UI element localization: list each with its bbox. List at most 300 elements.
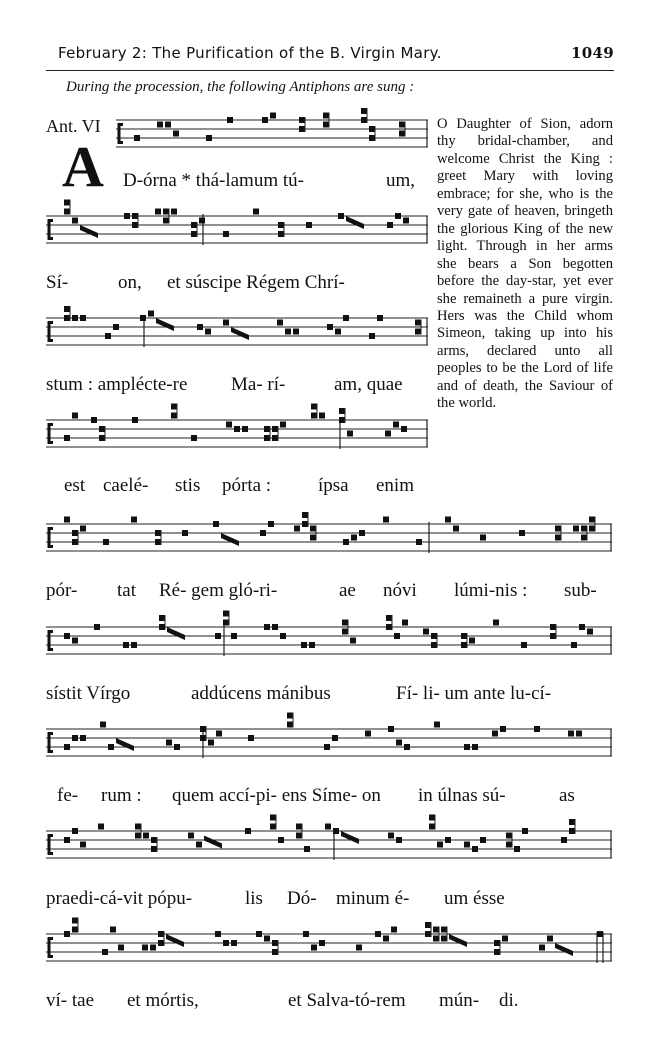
neume-note: [534, 726, 540, 732]
neume-note: [268, 521, 274, 527]
neume-note: [569, 819, 575, 825]
neume-note: [64, 435, 70, 441]
neume-note: [369, 333, 375, 339]
neume-note: [264, 624, 270, 630]
neume-note: [223, 611, 229, 617]
neume-note: [200, 735, 206, 741]
neume-note: [277, 320, 283, 326]
lyric-syllable: ípsa: [318, 475, 349, 496]
neume-note: [72, 927, 78, 933]
neume-note: [159, 624, 165, 630]
neume-note: [270, 815, 276, 821]
neume-note: [492, 731, 498, 737]
neume-note: [196, 842, 202, 848]
chant-staff: [46, 922, 612, 975]
neume-note: [441, 936, 447, 942]
neume-note: [342, 620, 348, 626]
neume-note: [319, 940, 325, 946]
neume-note: [163, 209, 169, 215]
lyric-syllable: Ma- rí-: [231, 374, 286, 395]
neume-note: [445, 837, 451, 843]
neume-note: [132, 222, 138, 228]
neume-note: [103, 539, 109, 545]
neume-note: [223, 940, 229, 946]
chant-staff: [46, 408, 428, 461]
neume-note: [264, 426, 270, 432]
neume-note: [469, 638, 475, 644]
neume-note: [278, 837, 284, 843]
neume-note: [437, 842, 443, 848]
neume-note: [64, 306, 70, 312]
neume-note: [99, 426, 105, 432]
neume-note: [395, 213, 401, 219]
lyric-syllable: lúmi-nis :: [454, 580, 528, 601]
neume-note: [278, 231, 284, 237]
neume-note: [396, 740, 402, 746]
c-clef: [119, 125, 123, 143]
neume-note: [369, 135, 375, 141]
neume-note: [472, 744, 478, 750]
lyric-syllable: Dó-: [287, 888, 317, 909]
neume-note: [423, 629, 429, 635]
neume-note: [242, 426, 248, 432]
english-translation: O Daughter of Sion, adorn thy bridal-chamber, and welcome Christ the King : greet Mary with loving embrace; for she, who is the very gate of heaven, bringeth the glorious King of the new light. Through in her arms she bears a Son begotten before the day-star, yet ever she remaineth a pure virgin. Hers was the Child whom Simeon, taking up into his arms, declared unto all peoples to be the Lord of life and of death, the Saviour of the world.: [437, 116, 613, 412]
neume-note: [64, 633, 70, 639]
neume-note: [294, 526, 300, 532]
neume-note: [335, 329, 341, 335]
neume-note: [280, 422, 286, 428]
lyric-syllable: minum é-: [336, 888, 410, 909]
c-clef: [49, 425, 53, 443]
neume-note: [270, 824, 276, 830]
neume-note: [132, 213, 138, 219]
neume-note: [110, 927, 116, 933]
neume-note: [302, 521, 308, 527]
lyric-syllable: Sí-: [46, 272, 69, 293]
neume-note: [302, 512, 308, 518]
lyric-syllable: tat: [117, 580, 136, 601]
lyric-syllable: pórta :: [222, 475, 272, 496]
neume-note: [434, 722, 440, 728]
neume-note: [113, 324, 119, 330]
neume-note: [388, 833, 394, 839]
chant-staff: [46, 819, 612, 872]
neume-note: [369, 126, 375, 132]
neume-note: [506, 842, 512, 848]
drop-cap-initial: A: [62, 134, 104, 199]
neume-ligature: [341, 831, 359, 844]
neume-note: [64, 837, 70, 843]
neume-note: [171, 413, 177, 419]
neume-note: [231, 940, 237, 946]
neume-note: [142, 945, 148, 951]
neume-note: [339, 408, 345, 414]
neume-note: [464, 744, 470, 750]
neume-note: [494, 949, 500, 955]
neume-note: [396, 837, 402, 843]
neume-note: [416, 539, 422, 545]
neume-note: [72, 918, 78, 924]
neume-note: [343, 539, 349, 545]
neume-note: [272, 435, 278, 441]
neume-note: [173, 131, 179, 137]
c-clef: [49, 939, 53, 957]
neume-note: [64, 200, 70, 206]
lyric-syllable: quem accí-pi- ens Síme- on: [172, 785, 381, 806]
neume-note: [502, 936, 508, 942]
lyric-syllable: ví- tae: [46, 990, 95, 1011]
neume-note: [375, 931, 381, 937]
neume-ligature: [204, 836, 222, 849]
neume-note: [182, 530, 188, 536]
neume-note: [365, 731, 371, 737]
neume-note: [441, 927, 447, 933]
neume-note: [64, 315, 70, 321]
neume-note: [296, 824, 302, 830]
neume-note: [215, 931, 221, 937]
neume-note: [155, 539, 161, 545]
neume-note: [105, 333, 111, 339]
neume-note: [338, 213, 344, 219]
neume-note: [131, 517, 137, 523]
neume-note: [64, 744, 70, 750]
neume-note: [157, 122, 163, 128]
lyric-syllable: addúcens mánibus: [191, 683, 331, 704]
lyric-syllable: mún-: [439, 990, 480, 1011]
neume-note: [166, 740, 172, 746]
neume-note: [272, 949, 278, 955]
neume-note: [514, 846, 520, 852]
neume-note: [91, 417, 97, 423]
neume-note: [351, 535, 357, 541]
neume-note: [589, 526, 595, 532]
neume-ligature: [116, 738, 134, 751]
neume-note: [208, 740, 214, 746]
neume-note: [158, 931, 164, 937]
neume-note: [216, 731, 222, 737]
neume-note: [461, 642, 467, 648]
neume-note: [587, 629, 593, 635]
neume-ligature: [221, 533, 239, 546]
neume-note: [571, 642, 577, 648]
neume-note: [521, 642, 527, 648]
chant-staff: [116, 108, 428, 161]
neume-note: [425, 931, 431, 937]
neume-note: [569, 828, 575, 834]
lyric-syllable: um ésse: [444, 888, 505, 909]
neume-note: [151, 846, 157, 852]
neume-note: [151, 837, 157, 843]
lyric-syllable: caelé-: [103, 475, 149, 496]
neume-note: [260, 530, 266, 536]
neume-note: [248, 735, 254, 741]
neume-note: [399, 122, 405, 128]
neume-note: [285, 329, 291, 335]
neume-note: [234, 426, 240, 432]
neume-note: [506, 833, 512, 839]
neume-note: [324, 744, 330, 750]
neume-note: [226, 422, 232, 428]
neume-note: [576, 731, 582, 737]
neume-note: [579, 624, 585, 630]
neume-note: [356, 945, 362, 951]
neume-note: [550, 624, 556, 630]
neume-note: [245, 828, 251, 834]
neume-note: [350, 638, 356, 644]
neume-note: [402, 620, 408, 626]
neume-note: [174, 744, 180, 750]
neume-ligature: [449, 934, 467, 947]
neume-note: [200, 726, 206, 732]
neume-note: [72, 315, 78, 321]
neume-note: [135, 824, 141, 830]
neume-note: [98, 824, 104, 830]
neume-note: [323, 122, 329, 128]
lyric-syllable: stis: [175, 475, 201, 496]
neume-note: [64, 517, 70, 523]
neume-note: [199, 218, 205, 224]
rubric: During the procession, the following Antiphons are sung :: [66, 79, 415, 95]
neume-note: [155, 530, 161, 536]
chant-staff: [46, 717, 612, 770]
neume-note: [131, 642, 137, 648]
neume-ligature: [167, 627, 185, 640]
antiphon-mode-label: Ant. VI: [46, 116, 101, 136]
lyric-syllable: as: [559, 785, 575, 806]
neume-note: [306, 222, 312, 228]
neume-note: [325, 824, 331, 830]
neume-note: [80, 315, 86, 321]
neume-note: [303, 931, 309, 937]
lyric-syllable: et mórtis,: [127, 990, 199, 1011]
neume-note: [425, 922, 431, 928]
neume-note: [589, 517, 595, 523]
neume-note: [72, 638, 78, 644]
neume-note: [311, 404, 317, 410]
chant-staff: [46, 306, 428, 359]
neume-note: [386, 615, 392, 621]
neume-note: [311, 945, 317, 951]
neume-note: [433, 936, 439, 942]
neume-note: [72, 735, 78, 741]
neume-ligature: [231, 327, 249, 340]
neume-note: [391, 927, 397, 933]
neume-ligature: [166, 934, 184, 947]
neume-note: [573, 526, 579, 532]
neume-note: [597, 931, 603, 937]
neume-note: [550, 633, 556, 639]
neume-note: [399, 131, 405, 137]
page-title: February 2: The Purification of the B. Virgin Mary.: [58, 44, 442, 62]
neume-note: [388, 726, 394, 732]
neume-note: [555, 526, 561, 532]
neume-note: [453, 526, 459, 532]
neume-note: [94, 624, 100, 630]
neume-note: [206, 135, 212, 141]
neume-note: [72, 828, 78, 834]
neume-note: [309, 642, 315, 648]
neume-note: [191, 231, 197, 237]
neume-note: [568, 731, 574, 737]
neume-note: [296, 833, 302, 839]
lyric-syllable: et Salva-tó-rem: [288, 990, 406, 1011]
neume-ligature: [555, 943, 573, 956]
neume-note: [123, 642, 129, 648]
neume-note: [264, 435, 270, 441]
neume-note: [347, 431, 353, 437]
neume-note: [361, 117, 367, 123]
neume-note: [555, 535, 561, 541]
neume-ligature: [80, 225, 98, 238]
neume-note: [343, 315, 349, 321]
neume-note: [231, 633, 237, 639]
lyric-syllable: nóvi: [383, 580, 417, 601]
neume-note: [264, 936, 270, 942]
neume-note: [429, 815, 435, 821]
neume-note: [494, 940, 500, 946]
neume-note: [319, 413, 325, 419]
neume-note: [215, 633, 221, 639]
neume-note: [299, 117, 305, 123]
page-number: 1049: [571, 44, 614, 62]
neume-note: [401, 426, 407, 432]
lyric-syllable: fe-: [57, 785, 79, 806]
neume-note: [561, 837, 567, 843]
neume-note: [100, 722, 106, 728]
neume-note: [99, 435, 105, 441]
neume-note: [270, 113, 276, 119]
neume-note: [383, 936, 389, 942]
neume-note: [158, 940, 164, 946]
lyric-syllable: praedi-cá-vit pópu-: [46, 888, 193, 909]
neume-note: [140, 315, 146, 321]
neume-note: [493, 620, 499, 626]
neume-note: [387, 222, 393, 228]
neume-note: [143, 833, 149, 839]
neume-note: [124, 213, 130, 219]
neume-note: [429, 824, 435, 830]
c-clef: [49, 221, 53, 239]
neume-note: [165, 122, 171, 128]
neume-note: [132, 417, 138, 423]
neume-note: [431, 642, 437, 648]
neume-note: [223, 231, 229, 237]
neume-note: [377, 315, 383, 321]
neume-note: [262, 117, 268, 123]
c-clef: [49, 323, 53, 341]
neume-note: [256, 931, 262, 937]
neume-note: [159, 615, 165, 621]
neume-note: [108, 744, 114, 750]
neume-note: [480, 837, 486, 843]
neume-note: [213, 521, 219, 527]
neume-note: [301, 642, 307, 648]
lyric-syllable: ae: [339, 580, 356, 601]
neume-note: [394, 633, 400, 639]
c-clef: [49, 734, 53, 752]
neume-note: [500, 726, 506, 732]
header-rule: [46, 70, 614, 71]
c-clef: [49, 529, 53, 547]
neume-note: [280, 633, 286, 639]
neume-note: [332, 735, 338, 741]
lyric-syllable: stum : ampléctе-re: [46, 374, 188, 395]
neume-note: [310, 535, 316, 541]
neume-note: [272, 940, 278, 946]
chant-staff: [46, 615, 612, 668]
lyric-syllable: in úlnas sú-: [418, 785, 506, 806]
neume-note: [522, 828, 528, 834]
neume-note: [72, 539, 78, 545]
neume-note: [403, 218, 409, 224]
neume-note: [393, 422, 399, 428]
neume-note: [227, 117, 233, 123]
neume-note: [72, 413, 78, 419]
neume-note: [333, 828, 339, 834]
neume-note: [64, 931, 70, 937]
lyric-syllable: di.: [499, 990, 519, 1011]
chant-staff: [46, 512, 612, 565]
lyric-syllable: on,: [118, 272, 142, 293]
neume-note: [80, 526, 86, 532]
neume-note: [385, 431, 391, 437]
neume-note: [464, 842, 470, 848]
neume-note: [64, 209, 70, 215]
neume-note: [404, 744, 410, 750]
neume-note: [293, 329, 299, 335]
lyric-syllable: lis: [245, 888, 263, 909]
neume-note: [431, 633, 437, 639]
neume-note: [205, 329, 211, 335]
neume-note: [386, 624, 392, 630]
neume-note: [171, 209, 177, 215]
neume-note: [163, 218, 169, 224]
chant-staff: [46, 204, 428, 257]
neume-note: [272, 426, 278, 432]
neume-ligature: [156, 318, 174, 331]
neume-note: [272, 624, 278, 630]
neume-note: [472, 846, 478, 852]
lyric-syllable: Fí- li- um ante lu-cí-: [396, 683, 552, 704]
neume-note: [150, 945, 156, 951]
neume-note: [581, 535, 587, 541]
lyric-syllable: est: [64, 475, 86, 496]
neume-note: [415, 320, 421, 326]
neume-note: [339, 417, 345, 423]
neume-note: [519, 530, 525, 536]
c-clef: [49, 632, 53, 650]
neume-note: [80, 842, 86, 848]
lyric-syllable: am, quae: [334, 374, 403, 395]
lyric-syllable: Ré- gem gló-ri-: [159, 580, 278, 601]
neume-note: [155, 209, 161, 215]
neume-note: [327, 324, 333, 330]
neume-note: [304, 846, 310, 852]
neume-note: [415, 329, 421, 335]
lyric-syllable: sístit Vírgo: [46, 683, 131, 704]
c-clef: [49, 836, 53, 854]
neume-note: [323, 113, 329, 119]
neume-note: [581, 526, 587, 532]
neume-note: [383, 517, 389, 523]
lyric-syllable: sub-: [564, 580, 597, 601]
neume-note: [433, 927, 439, 933]
neume-note: [310, 526, 316, 532]
neume-note: [253, 209, 259, 215]
neume-note: [223, 620, 229, 626]
neume-note: [171, 404, 177, 410]
lyric-syllable: pór-: [46, 580, 78, 601]
